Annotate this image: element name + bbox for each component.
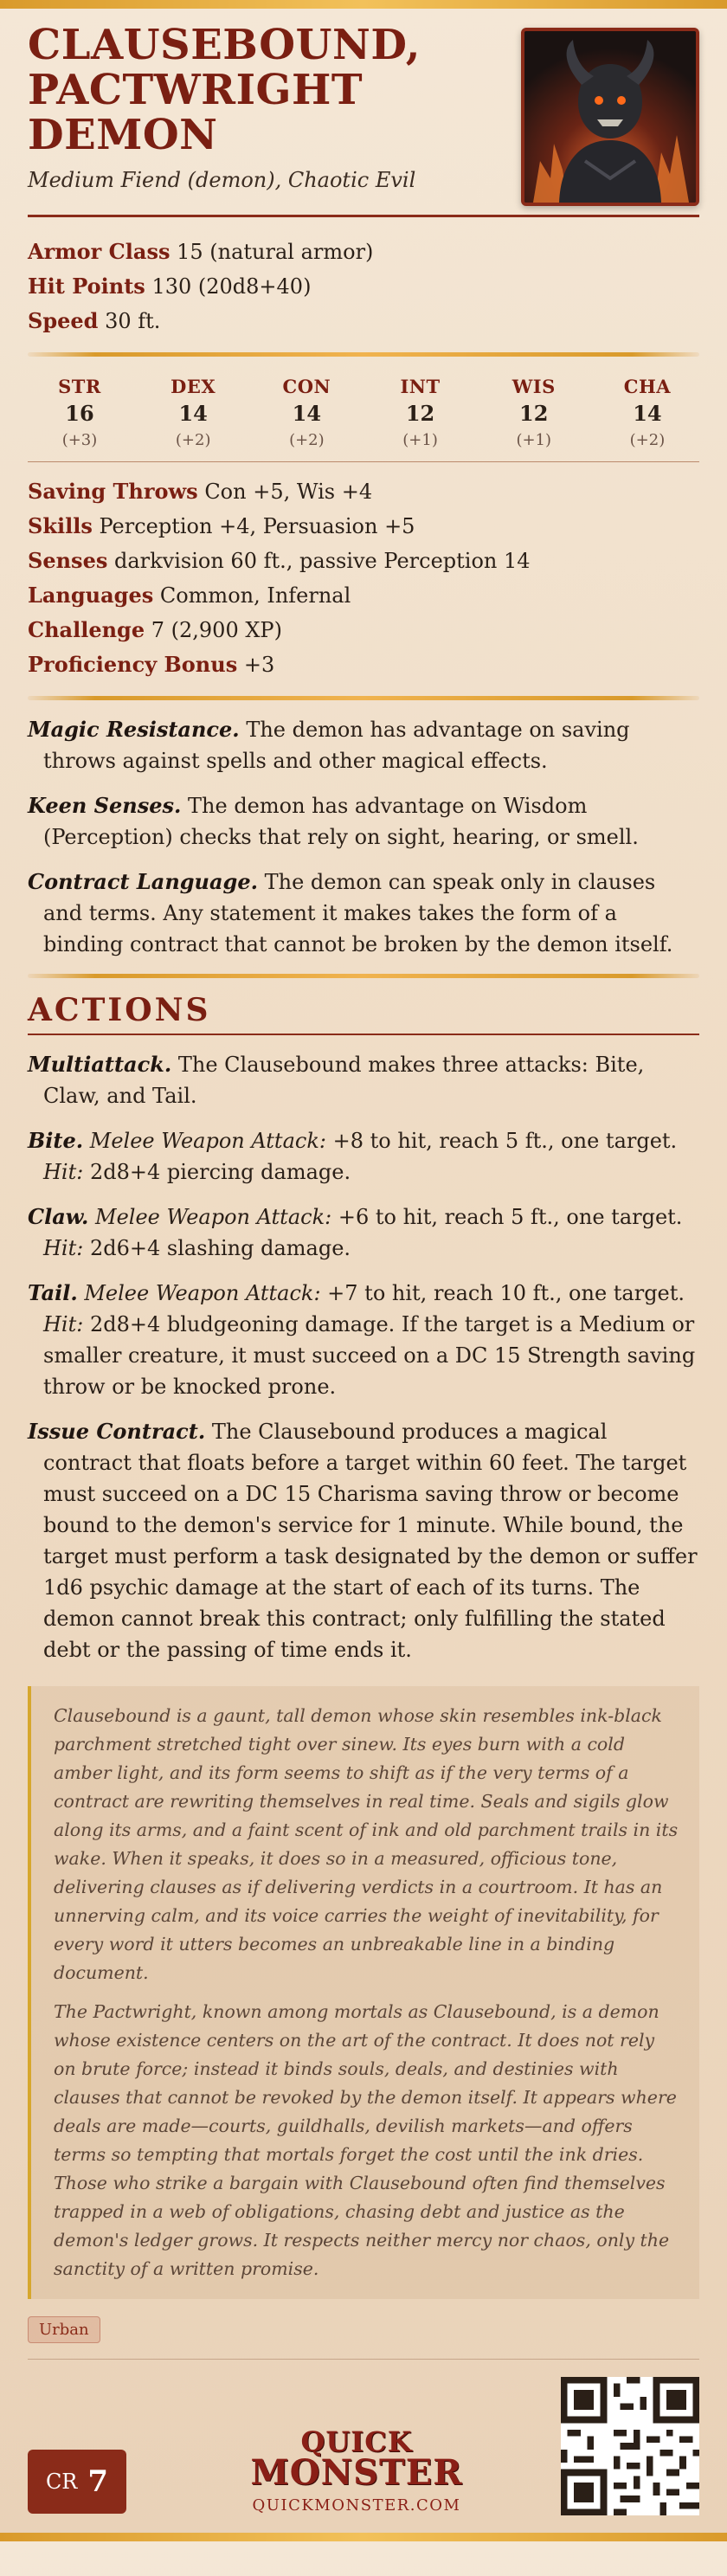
qr-code[interactable]	[561, 2377, 699, 2515]
gold-divider	[28, 696, 699, 700]
action-multiattack	[28, 1049, 699, 1111]
trait-text: The demon has advantage on Wisdom (Perception) checks that rely on sight, hearing, or smell.	[43, 794, 639, 849]
speed-label: Speed	[28, 308, 99, 333]
core-stats	[28, 235, 699, 338]
ability-score: 14	[292, 401, 322, 426]
actions-heading: ACTIONS	[28, 992, 211, 1028]
trait-contract-language	[28, 866, 699, 960]
trait-name: Contract Language.	[28, 869, 258, 894]
environment-tag[interactable]: Urban	[28, 2316, 100, 2343]
senses-label: Senses	[28, 548, 108, 573]
saving-throws-value: Con +5, Wis +4	[204, 480, 373, 504]
ability-modifier: (+3)	[61, 431, 98, 449]
quickmonster-logo[interactable]	[235, 2425, 478, 2515]
ability-modifier: (+2)	[629, 431, 666, 449]
ability-score: 14	[178, 401, 208, 426]
trait-keen-senses	[28, 790, 699, 853]
hit-points-label: Hit Points	[28, 274, 145, 299]
armor-class-label: Armor Class	[28, 239, 170, 264]
hit-points-row	[28, 269, 699, 304]
ability-name: WIS	[511, 376, 556, 397]
cr-label: CR	[45, 2470, 78, 2494]
ability-scores	[28, 370, 699, 449]
ability-name: DEX	[170, 376, 216, 397]
bottom-border	[0, 2533, 727, 2541]
stat-block	[28, 23, 699, 2576]
damage-text: 2d8+4 bludgeoning damage. If the target is a Medium or smaller creature, it must succeed on a DC 15 Strength saving throw or be knocked prone.	[43, 1312, 696, 1399]
secondary-stats	[28, 474, 699, 682]
trait-magic-resistance	[28, 714, 699, 776]
saving-throws-row	[28, 474, 699, 509]
ability-name: INT	[400, 376, 441, 397]
monster-portrait	[521, 28, 699, 206]
senses-row	[28, 544, 699, 578]
proficiency-label: Proficiency Bonus	[28, 652, 238, 677]
armor-class-value: 15 (natural armor)	[177, 240, 374, 264]
skills-value: Perception +4, Persuasion +5	[99, 514, 415, 538]
attack-text: +7 to hit, reach 10 ft., one target.	[327, 1281, 685, 1305]
hit-label: Hit:	[43, 1312, 84, 1336]
languages-row	[28, 578, 699, 613]
attack-text: +6 to hit, reach 5 ft., one target.	[338, 1205, 683, 1229]
damage-text: 2d6+4 slashing damage.	[89, 1236, 351, 1260]
saving-throws-label: Saving Throws	[28, 479, 198, 504]
ability-modifier: (+1)	[516, 431, 552, 449]
skills-label: Skills	[28, 513, 93, 538]
gold-divider	[28, 974, 699, 978]
ability-modifier: (+2)	[289, 431, 325, 449]
thin-divider	[28, 461, 699, 462]
action-name: Tail.	[28, 1280, 78, 1305]
ability-str	[28, 376, 132, 449]
action-text: The Clausebound produces a magical contract that floats before a target within 60 feet. The target must succeed on a DC 15 Charisma saving throw or become bound to the demon's service for 1 minute. While bound, the target must perform a task designated by the demon or suffer 1d6 psychic damage at the start of each of its turns. The demon cannot break this contract; only fulfilling the stated debt or the passing of time ends it.	[43, 1420, 698, 1662]
ability-name: STR	[58, 376, 101, 397]
challenge-value: 7 (2,900 XP)	[151, 618, 282, 642]
proficiency-row	[28, 647, 699, 682]
cr-value: 7	[87, 2464, 109, 2499]
speed-row	[28, 304, 699, 338]
trait-text: The demon has advantage on saving throws against spells and other magical effects.	[43, 718, 630, 773]
damage-text: 2d8+4 piercing damage.	[89, 1160, 351, 1184]
ability-name: CHA	[623, 376, 672, 397]
logo-url: QUICKMONSTER.COM	[252, 2496, 461, 2515]
header-divider	[28, 215, 699, 217]
monster-name: CLAUSEBOUND, PACTWRIGHT DEMON	[28, 21, 421, 159]
speed-value: 30 ft.	[105, 309, 161, 333]
ability-con	[254, 376, 358, 449]
ability-wis	[482, 376, 586, 449]
challenge-label: Challenge	[28, 617, 145, 642]
header	[28, 23, 699, 204]
armor-class-row	[28, 235, 699, 269]
action-name: Multiattack.	[28, 1052, 172, 1077]
lore-paragraph: The Pactwright, known among mortals as Clausebound, is a demon whose existence centers on the art of the contract. It does not rely on brute force; instead it binds souls, deals, and destinies with clauses that cannot be revoked by the demon itself. It appears where deals are made—courts, guildhalls, devilish markets—and offers terms so tempting that mortals forget the cost until the ink dries. Those who strike a bargain with Clausebound often find themselves trapped in a web of obligations, chasing debt and justice as the demon's ledger grows. It respects neither mercy nor chaos, only the sanctity of a written promise.	[54, 2001, 677, 2279]
ability-score: 12	[405, 401, 435, 426]
ability-int	[369, 376, 473, 449]
ability-modifier: (+1)	[402, 431, 438, 449]
logo-line-2: MONSTER	[250, 2452, 463, 2493]
lore-box	[28, 1686, 699, 2299]
trait-name: Magic Resistance.	[28, 717, 240, 742]
traits	[28, 714, 699, 960]
hit-points-value: 130 (20d8+40)	[151, 274, 312, 299]
cr-badge	[28, 2450, 126, 2514]
action-text: The Clausebound makes three attacks: Bite, Claw, and Tail.	[43, 1053, 645, 1108]
attack-text: +8 to hit, reach 5 ft., one target.	[332, 1129, 678, 1153]
attack-type: Melee Weapon Attack:	[89, 1129, 326, 1153]
action-tail	[28, 1278, 699, 1402]
attack-type: Melee Weapon Attack:	[95, 1205, 332, 1229]
ability-score: 12	[519, 401, 549, 426]
skills-row	[28, 509, 699, 544]
action-name: Issue Contract.	[28, 1419, 206, 1444]
lore-paragraph: Clausebound is a gaunt, tall demon whose skin resembles ink-black parchment stretched tight over sinew. Its eyes burn with a cold amber light, and its form seems to shift as if the very terms of a contract are rewriting themselves in real time. Seals and sigils glow along its arms, and a faint scent of ink and old parchment trails in its wake. When it speaks, it does so in a measured, officious tone, delivering clauses as if delivering verdicts in a courtroom. It has an unnerving calm, and its voice carries the weight of inevitability, for every word it utters becomes an unbreakable line in a binding document.	[54, 1705, 679, 1983]
action-name: Bite.	[28, 1128, 84, 1153]
ability-name: CON	[282, 376, 331, 397]
ability-cha	[595, 376, 699, 449]
ability-modifier: (+2)	[175, 431, 211, 449]
trait-name: Keen Senses.	[28, 793, 182, 818]
top-border	[0, 0, 727, 9]
action-claw	[28, 1201, 699, 1264]
challenge-row	[28, 613, 699, 647]
ability-score: 14	[633, 401, 662, 426]
action-issue-contract	[28, 1416, 699, 1665]
gold-divider	[28, 352, 699, 357]
languages-value: Common, Infernal	[159, 583, 351, 608]
monster-type: Medium Fiend (demon), Chaotic Evil	[28, 168, 416, 192]
ability-score: 16	[65, 401, 94, 426]
senses-value: darkvision 60 ft., passive Perception 14	[113, 549, 531, 573]
proficiency-value: +3	[243, 653, 275, 677]
footer	[28, 2359, 699, 2576]
trait-text: The demon can speak only in clauses and terms. Any statement it makes takes the form of a binding contract that cannot be broken by the demon itself.	[43, 870, 673, 956]
action-name: Claw.	[28, 1204, 89, 1229]
attack-type: Melee Weapon Attack:	[84, 1281, 321, 1305]
languages-label: Languages	[28, 583, 154, 608]
ability-dex	[141, 376, 245, 449]
action-bite	[28, 1125, 699, 1188]
logo-line-1: QUICK	[300, 2425, 413, 2458]
actions-divider	[28, 1034, 699, 1035]
hit-label: Hit:	[43, 1236, 84, 1260]
actions	[28, 1049, 699, 1665]
hit-label: Hit:	[43, 1160, 84, 1184]
